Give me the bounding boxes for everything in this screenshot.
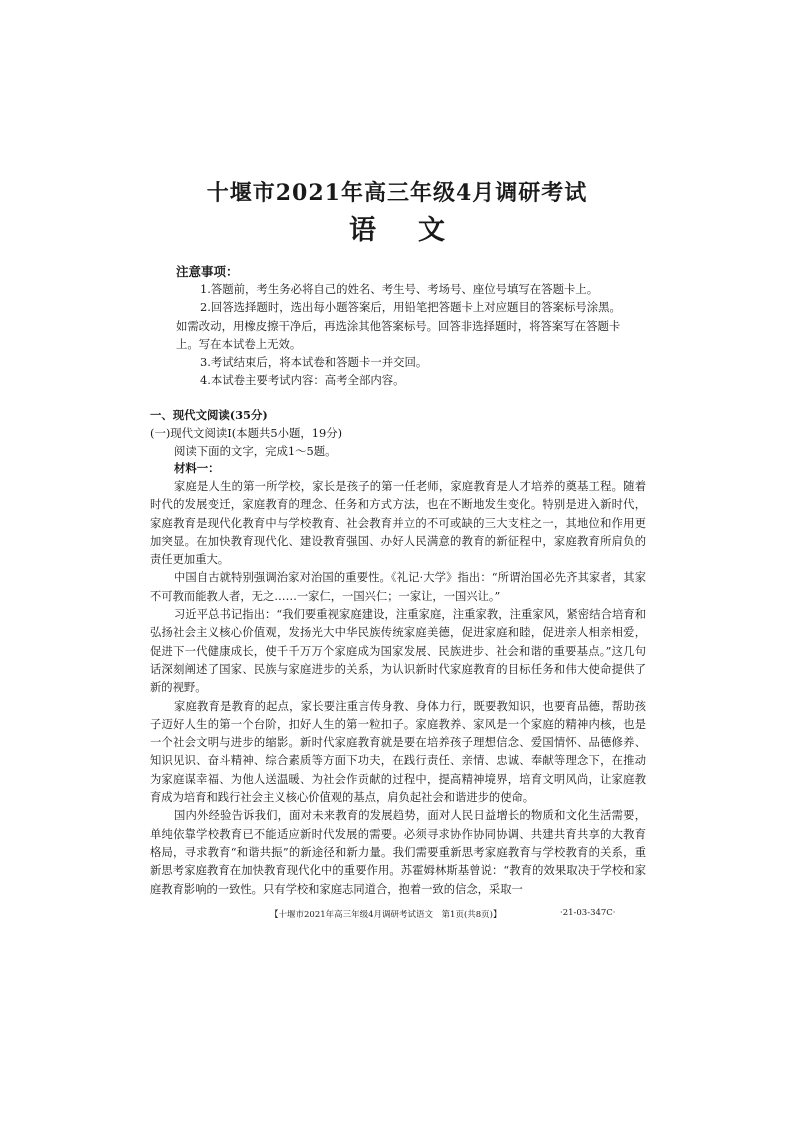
section-subtitle: (一)现代文阅读Ⅰ(本题共5小题，19分) <box>150 425 343 440</box>
footer-page-info: 【十堰市2021年高三年级4月调研考试语文 第1页(共8页)】 <box>270 910 502 920</box>
passage-paragraph: 国内外经验告诉我们，面对未来教育的发展趋势，面对人民日益增长的物质和文化生活需要，单纯依靠学校教育已不能适应新时代发展的需要。必须寻求协作协同协调、共建共育共享的大教育格局，寻求教育“和谐共振”的新途径和新力量。我们需要重新思考家庭教育与学校教育的关系，重新思考家庭教育在加快教育现代化中的重要作用。苏霍姆林斯基曾说：“教育的效果取决于学校和家庭教育影响的一致性。只有学校和家庭志同道合，抱着一致的信念，采取一 <box>150 809 646 896</box>
subject-title: 语文 <box>349 215 487 246</box>
notice-heading: 注意事项： <box>176 264 239 279</box>
footer-code: ·21-03-347C· <box>560 908 616 918</box>
notice-item: 1.答题前，考生务必将自己的姓名、考生号、考场号、座位号填写在答题卡上。 <box>200 282 599 296</box>
notice-list <box>176 280 626 390</box>
notice-item: 2.回答选择题时，选出每小题答案后，用铅笔把答题卡上对应题目的答案标号涂黑。如需改动，用橡皮擦干净后，再选涂其他答案标号。回答非选择题时，将答案写在答题卡上。写在本试卷上无效。 <box>176 300 621 351</box>
notice-item: 4.本试卷主要考试内容：高考全部内容。 <box>200 373 405 388</box>
section-title: 一、现代文阅读(35分) <box>150 408 268 422</box>
exam-title: 十堰市2021年高三年级4月调研考试 <box>206 180 588 206</box>
passage-paragraph: 习近平总书记指出：“我们要重视家庭建设，注重家庭，注重家教，注重家风，紧密结合培育和弘扬社会主义核心价值观，发扬光大中华民族传统家庭美德，促进家庭和睦，促进亲人相亲相爱，促进下一代健康成长，使千千万万个家庭成为国家发展、民族进步、社会和谐的重要基点。”这几句话深刻阐述了国家、民族与家庭进步的关系，为认识新时代家庭教育的目标任务和伟大使命提供了新的视野。 <box>150 608 646 695</box>
reading-passage <box>150 478 646 899</box>
section-header <box>150 407 646 478</box>
notice-item: 3.考试结束后，将本试卷和答题卡一并交回。 <box>200 355 428 370</box>
passage-paragraph: 家庭是人生的第一所学校，家长是孩子的第一任老师，家庭教育是人才培养的奠基工程。随着时代的发展变迁，家庭教育的理念、任务和方式方法，也在不断地发生变化。特别是进入新时代，家庭教育是现代化教育中与学校教育、社会教育并立的不可或缺的三大支柱之一，其地位和作用更加突显。在加快教育现代化、建设教育强国、办好人民满意的教育的新征程中，家庭教育所肩负的责任更加重大。 <box>150 480 646 567</box>
passage-paragraph: 家庭教育是教育的起点，家长要注重言传身教、身体力行，既要教知识，也要育品德，帮助孩子迈好人生的第一个台阶，扣好人生的第一粒扣子。家庭教养、家风是一个家庭的精神内核，也是一个社会文明与进步的缩影。新时代家庭教育就是要在培养孩子理想信念、爱国情怀、品德修养、知识见识、奋斗精神、综合素质等方面下功夫，在践行责任、亲情、忠诚、奉献等理念下，在推动为家庭谋幸福、为他人送温暖、为社会作贡献的过程中，提高精神境界，培育文明风尚，让家庭教育成为培育和践行社会主义核心价值观的基点，肩负起社会和谐进步的使命。 <box>150 699 646 805</box>
material-label: 材料一： <box>174 461 220 476</box>
passage-paragraph: 中国自古就特别强调治家对治国的重要性。《礼记·大学》指出：“所谓治国必先齐其家者，其家不可教而能教人者，无之……一家仁，一国兴仁；一家让，一国兴让。” <box>150 571 646 603</box>
section-instruction: 阅读下面的文字，完成1～5题。 <box>174 443 337 458</box>
